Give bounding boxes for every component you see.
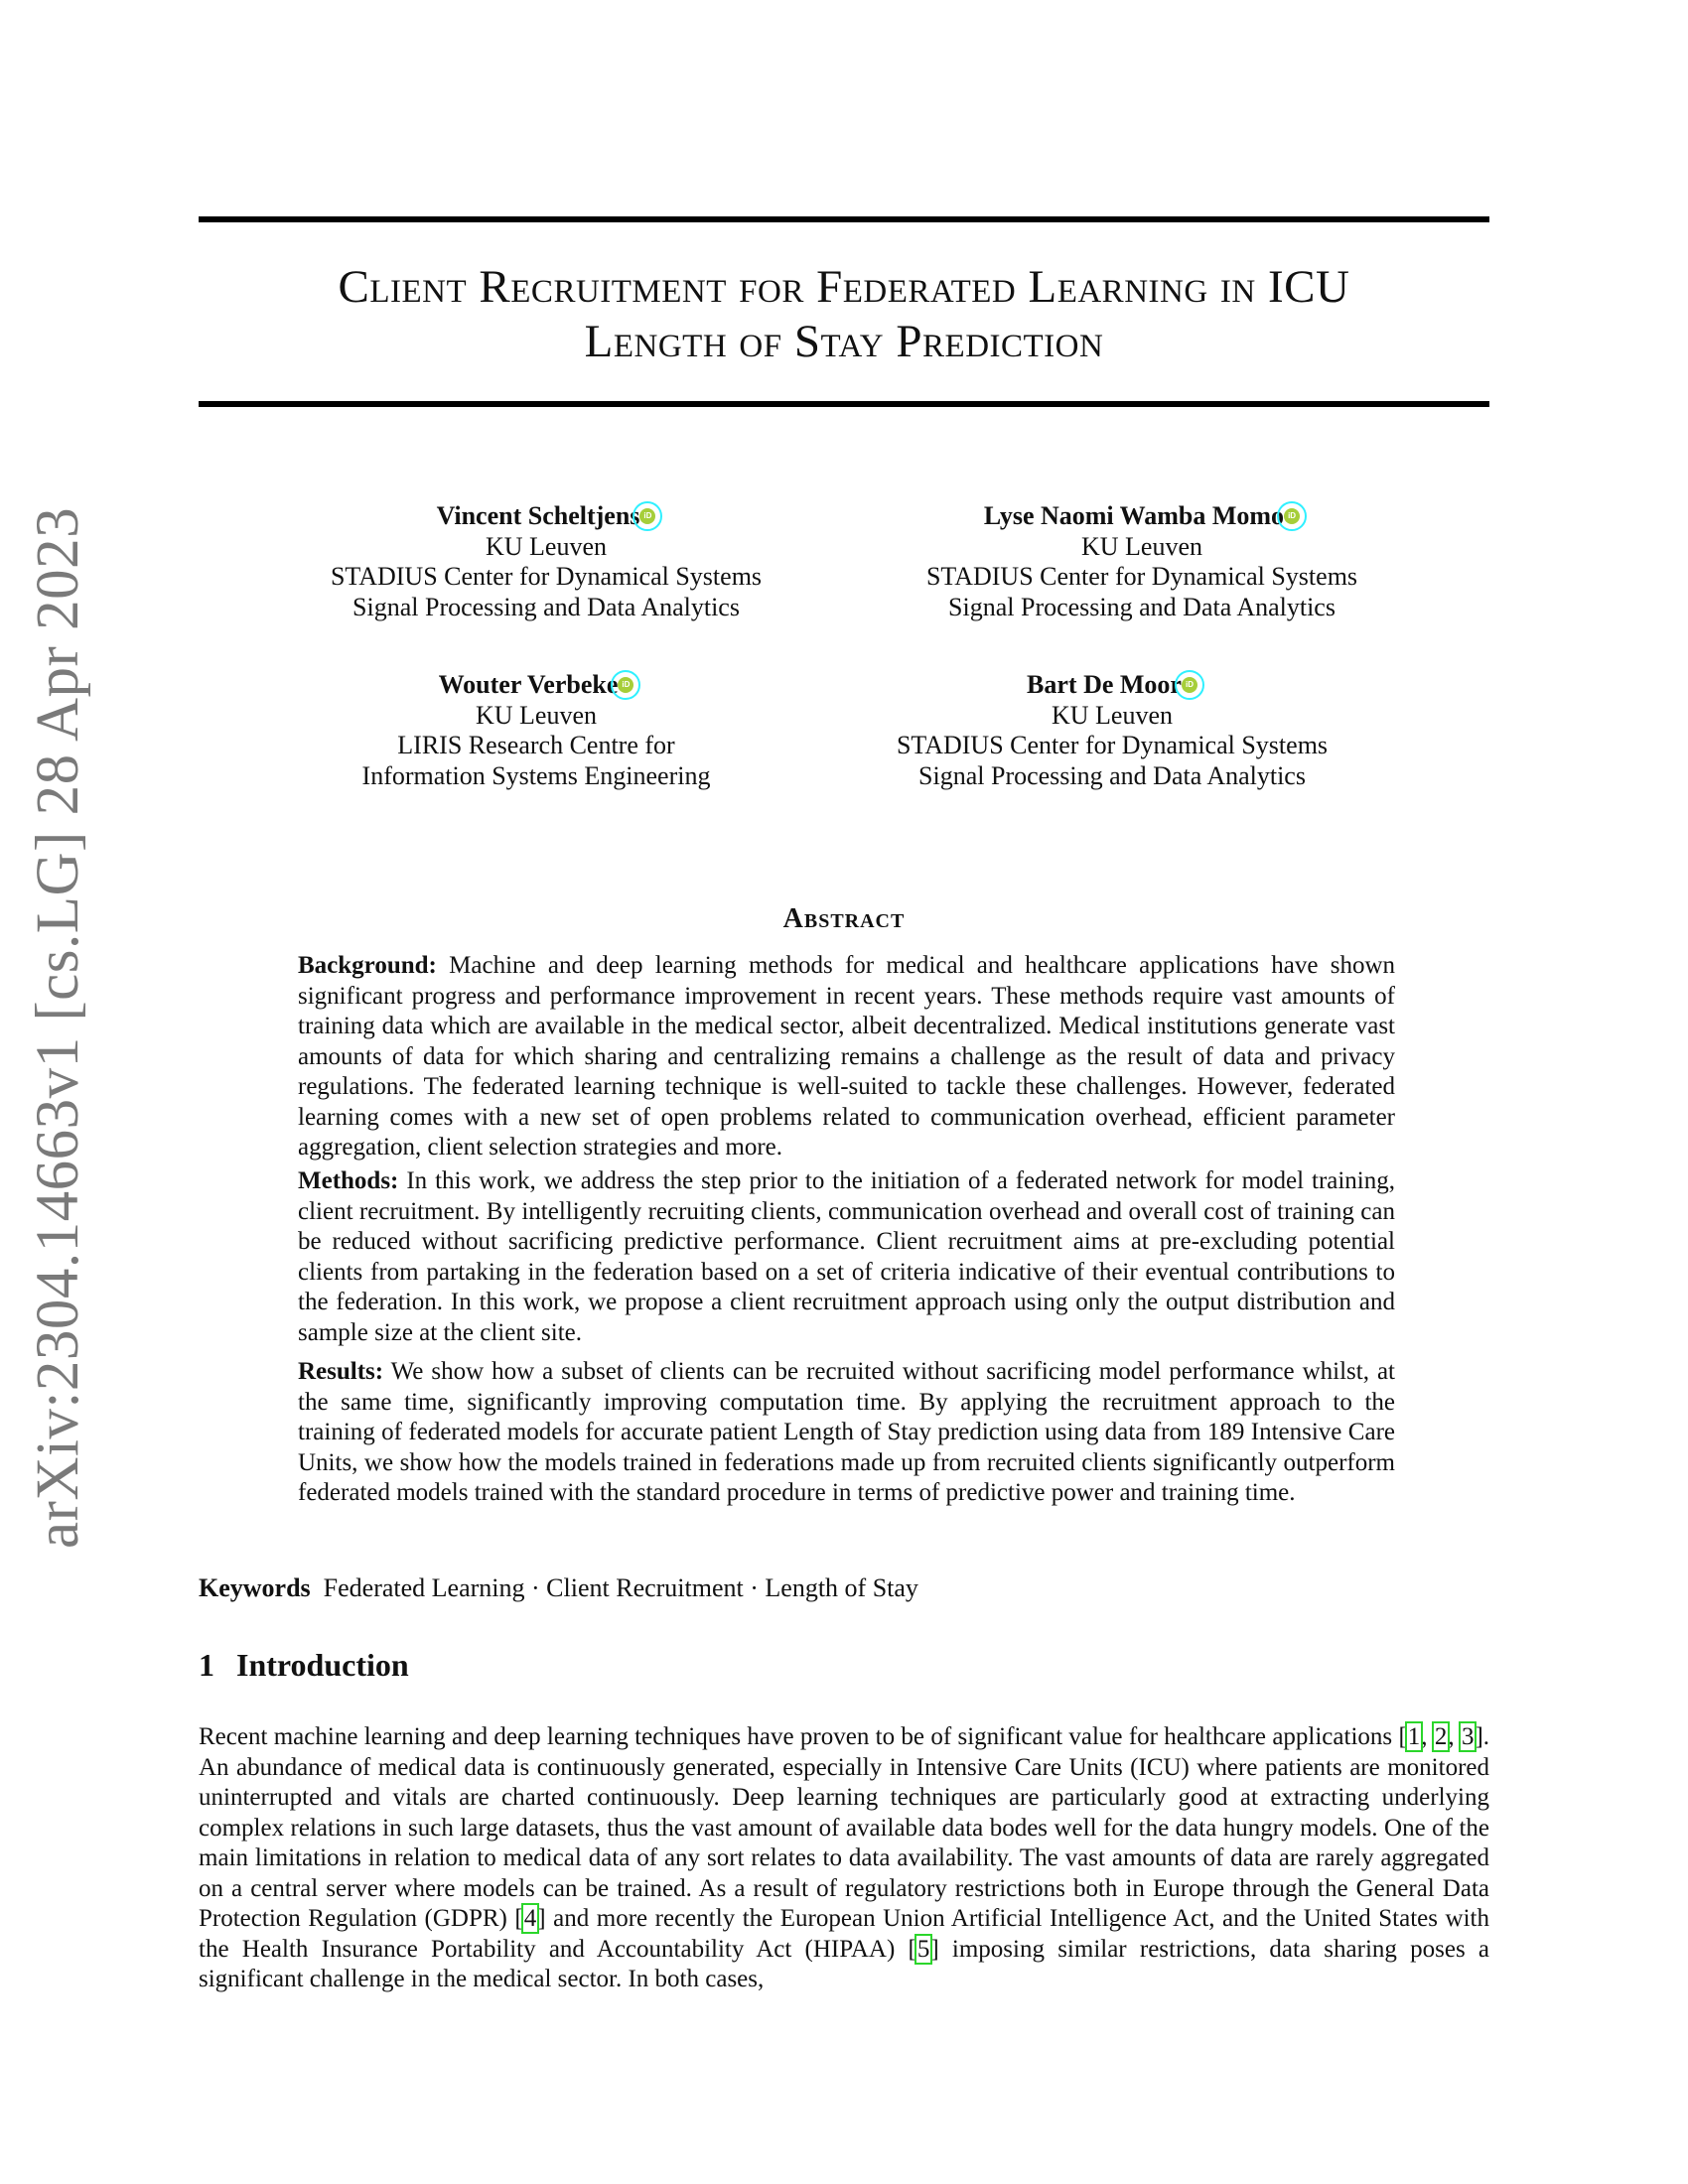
- author-block: [298, 501, 794, 622]
- author-name: Wouter Verbeke iD: [288, 670, 784, 701]
- keywords-label: Keywords: [199, 1573, 311, 1602]
- author-affiliation: Signal Processing and Data Analytics: [352, 592, 740, 621]
- author-affiliation: STADIUS Center for Dynamical Systems: [330, 562, 763, 591]
- abstract-results-text: We show how a subset of clients can be recruited without sacrificing model performance whilst, at the same time, significantly improving computation time. By applying the recruitment approach to the training of federated models for accurate patient Length of Stay prediction using data from 189 Intensive Care Units, we show how the models trained in federations made up from recruited clients significantly outperform federated models trained with the standard procedure in terms of predictive power and training time.: [298, 1358, 1395, 1506]
- abstract-methods-label: Methods:: [298, 1167, 399, 1194]
- author-affiliation: Information Systems Engineering: [361, 760, 711, 790]
- title-rule-bottom: [199, 401, 1489, 407]
- author-name: Vincent Scheltjens iD: [298, 501, 794, 532]
- abstract-heading: Abstract: [782, 903, 906, 934]
- author-block: [864, 670, 1360, 791]
- author-affiliation: KU Leuven: [485, 531, 607, 561]
- title-line-2: Length of Stay Prediction: [584, 316, 1104, 367]
- title-rule-top: [199, 216, 1489, 222]
- orcid-icon[interactable]: iD: [1284, 508, 1300, 524]
- author-name: Lyse Naomi Wamba Momo iD: [894, 501, 1390, 532]
- author-affiliation: Signal Processing and Data Analytics: [948, 592, 1336, 621]
- citation-link[interactable]: 5: [916, 1935, 930, 1963]
- author-affiliation: KU Leuven: [1051, 700, 1173, 730]
- title-line-1: Client Recruitment for Federated Learning in ICU: [338, 261, 1350, 313]
- abstract-background-label: Background:: [298, 952, 437, 979]
- citation-link[interactable]: 4: [523, 1905, 537, 1932]
- abstract-results-label: Results:: [298, 1358, 384, 1385]
- orcid-icon[interactable]: iD: [639, 508, 655, 524]
- author-affiliation: KU Leuven: [475, 700, 597, 730]
- introduction-paragraph: Recent machine learning and deep learning techniques have proven to be of significant value for healthcare applications [1, 2, 3]. An abundance of medical data is continuously generated, especially in Intensive Care Units (ICU) where patients are monitored uninterrupted and vitals are charted continuously. Deep learning techniques are particularly good at extracting underlying complex relations in such large datasets, thus the vast amount of available data bodes well for the data hungry models. One of the main limitations in relation to medical data of any sort relates to data availability. The vast amounts of data are rarely aggregated on a central server where models can be trained. As a result of regulatory restrictions both in Europe through the General Data Protection Regulation (GDPR) [4] and more recently the European Union Artificial Intelligence Act, and the United States with the Health Insurance Portability and Accountability Act (HIPAA) [5] imposing similar restrictions, data sharing poses a significant challenge in the medical sector. In both cases,: [199, 1723, 1490, 1992]
- author-name: Bart De Moor iD: [864, 670, 1360, 701]
- orcid-icon[interactable]: iD: [1182, 677, 1197, 693]
- author-block: [288, 670, 784, 791]
- section-number: 1: [199, 1647, 214, 1683]
- citation-link[interactable]: 2: [1434, 1723, 1448, 1750]
- author-block: [894, 501, 1390, 622]
- section-title: Introduction: [236, 1647, 409, 1683]
- author-affiliation: STADIUS Center for Dynamical Systems: [896, 731, 1329, 759]
- citation-link[interactable]: 1: [1407, 1723, 1421, 1750]
- abstract-background: [298, 951, 1395, 1163]
- section-heading: [199, 1645, 409, 1685]
- author-affiliation: Signal Processing and Data Analytics: [918, 760, 1306, 790]
- arxiv-identifier: arXiv:2304.14663v1 [cs.LG] 28 Apr 2023: [25, 506, 91, 1549]
- citation-link[interactable]: 3: [1461, 1723, 1475, 1750]
- abstract-methods: [298, 1166, 1395, 1348]
- paper-title: [199, 260, 1489, 369]
- keywords-text: Federated Learning · Client Recruitment · Length of Stay: [323, 1573, 918, 1602]
- keywords: [199, 1573, 1489, 1603]
- author-affiliation: LIRIS Research Centre for: [397, 731, 675, 759]
- author-affiliation: KU Leuven: [1080, 531, 1202, 561]
- abstract-results: [298, 1357, 1395, 1509]
- author-affiliation: STADIUS Center for Dynamical Systems: [925, 562, 1358, 591]
- abstract-methods-text: In this work, we address the step prior to the initiation of a federated network for model training, client recruitment. By intelligently recruiting clients, communication overhead and overall cost of training can be reduced without sacrificing predictive performance. Client recruitment aims at pre-excluding potential clients from partaking in the federation based on a set of criteria indicative of their eventual contributions to the federation. In this work, we propose a client recruitment approach using only the output distribution and sample size at the client site.: [298, 1167, 1396, 1346]
- abstract-background-text: Machine and deep learning methods for medical and healthcare applications have shown significant progress and performance improvement in recent years. These methods require vast amounts of training data which are available in the medical sector, albeit decentralized. Medical institutions generate vast amounts of data for which sharing and centralizing remains a challenge as the result of data and privacy regulations. The federated learning technique is well-suited to tackle these challenges. However, federated learning comes with a new set of open problems related to communication overhead, efficient parameter aggregation, client selection strategies and more.: [298, 952, 1396, 1160]
- orcid-icon[interactable]: iD: [618, 677, 633, 693]
